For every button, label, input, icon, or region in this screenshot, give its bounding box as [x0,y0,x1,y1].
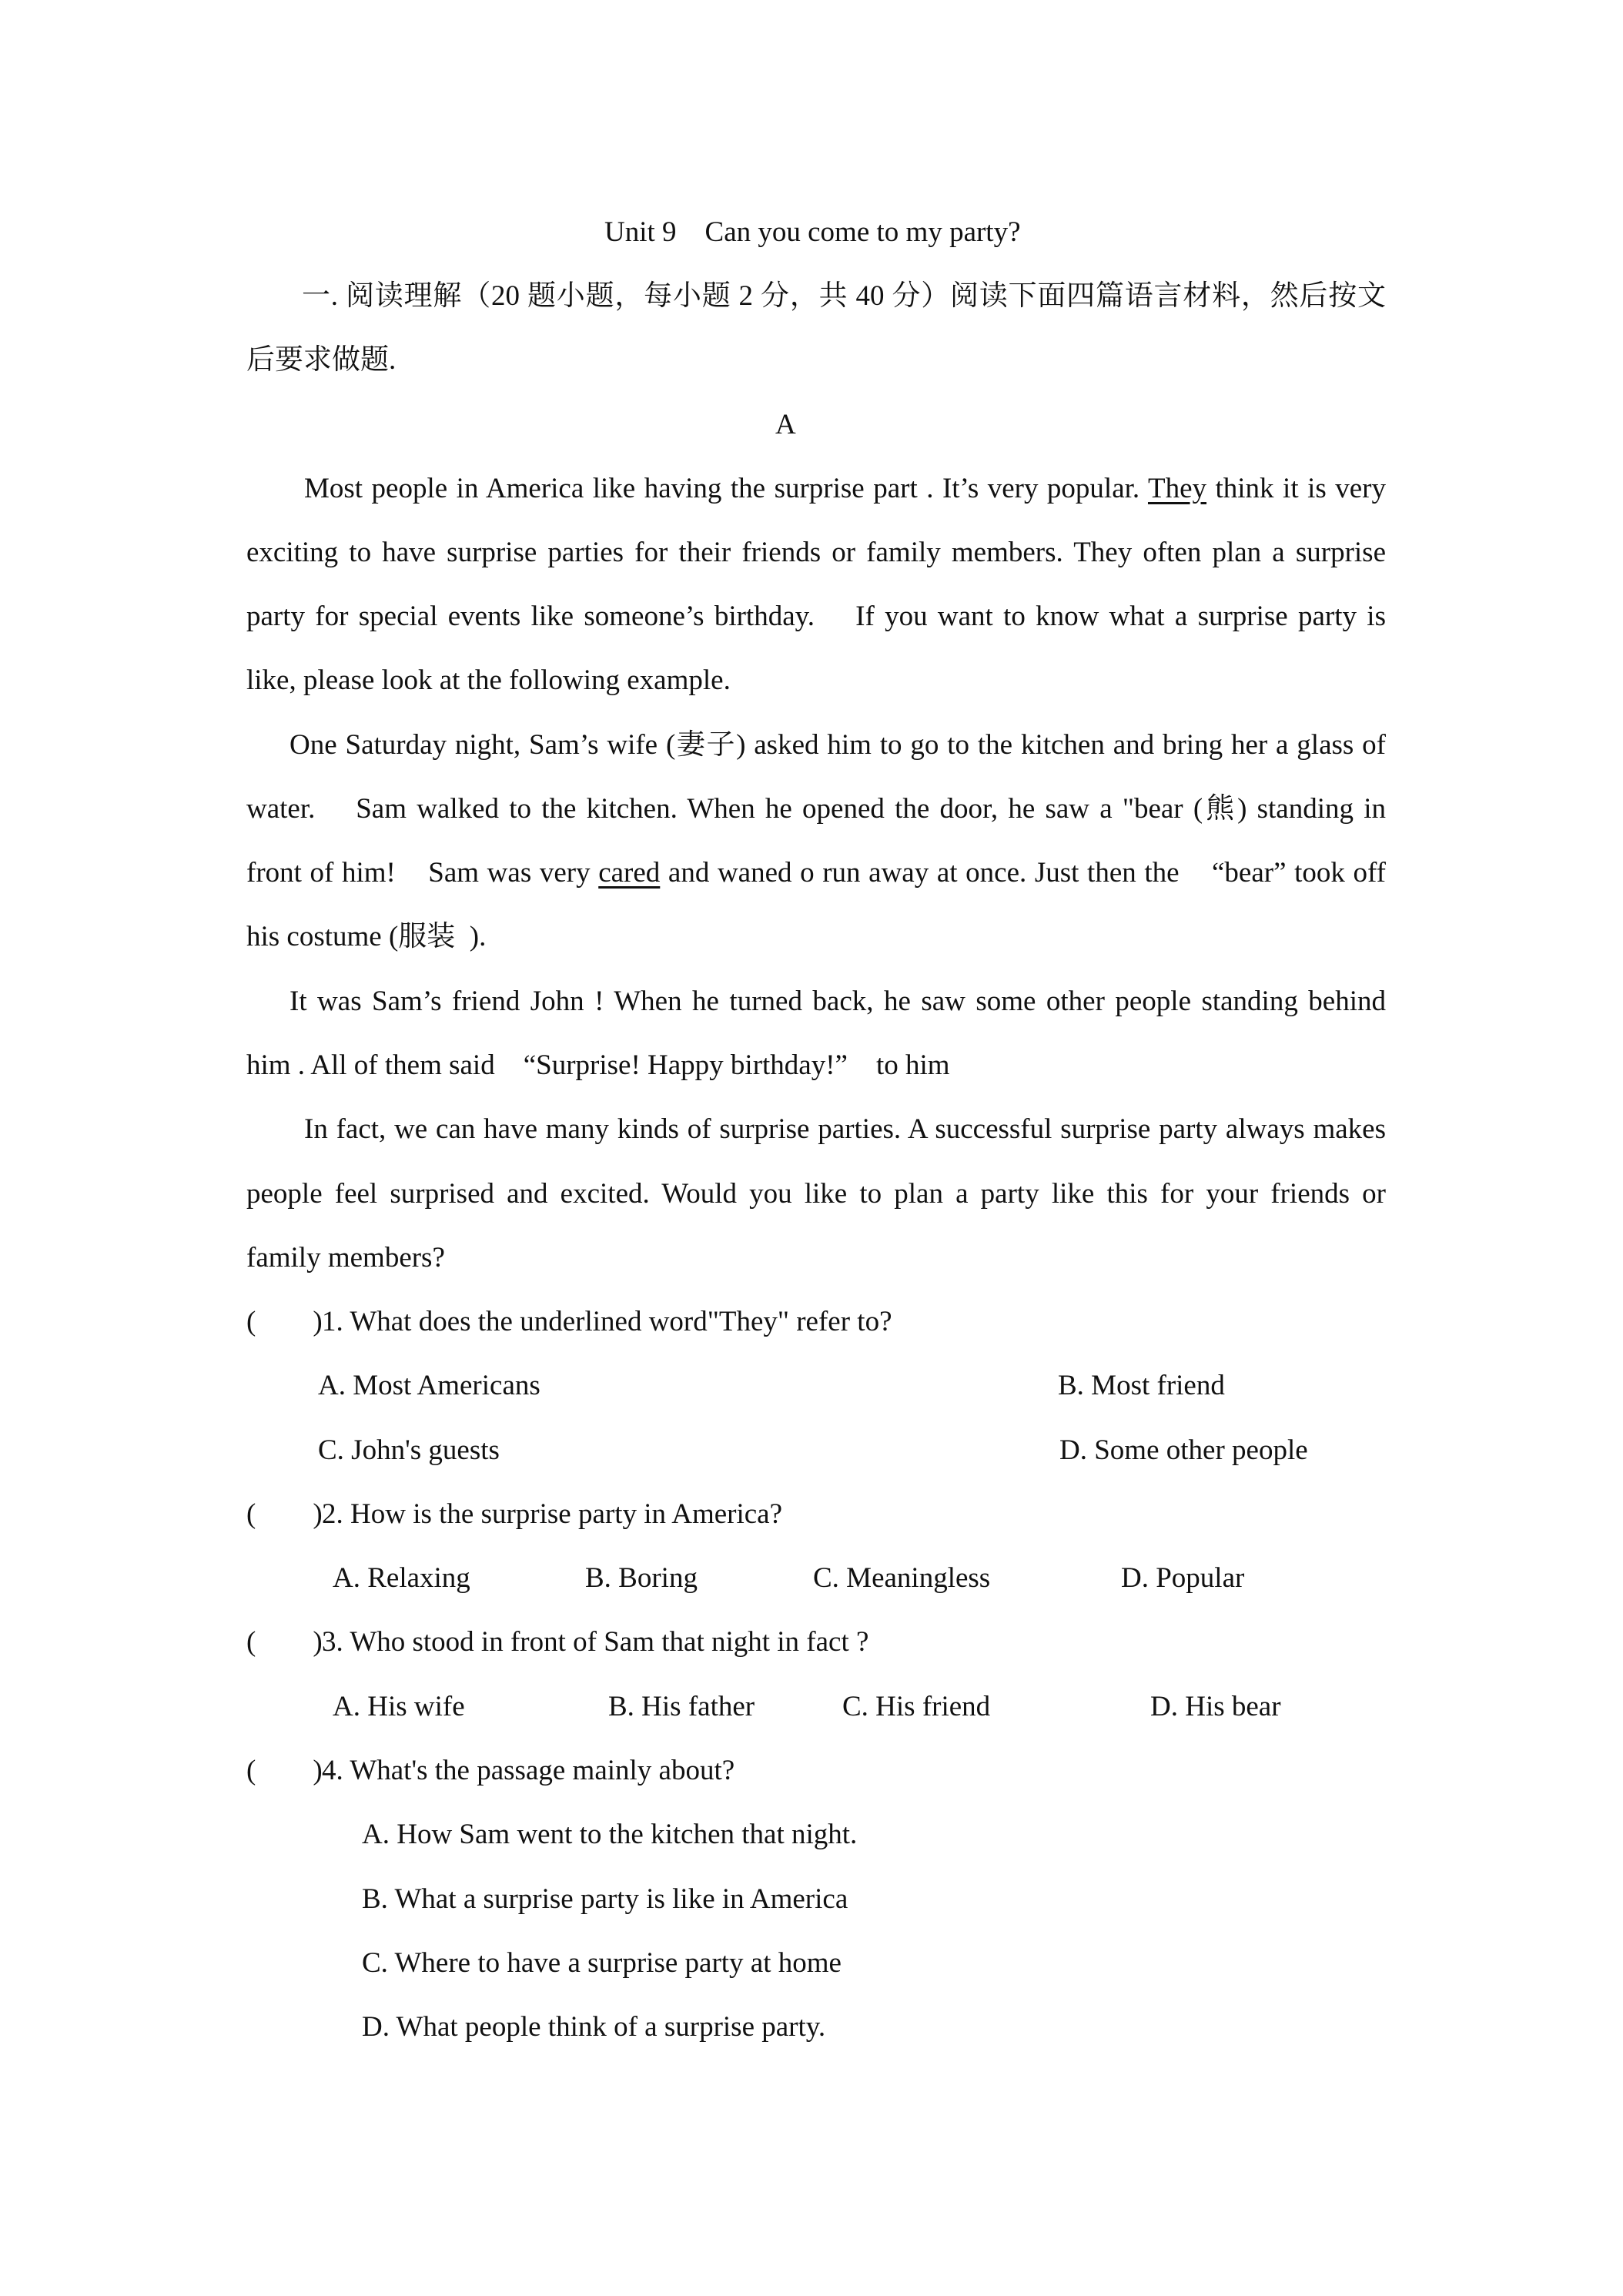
question-4-option-b: B. What a surprise party is like in America [362,1883,848,1915]
passage-p1-line-3: party for special events like someone’s birthday. If you want to know what a surprise party is [246,601,1386,632]
passage-p4-line-1: In fact, we can have many kinds of surprise parties. A successful surprise party always makes [304,1113,1386,1145]
answer-blank-3[interactable]: ( ) [246,1626,323,1658]
question-4-stem: 4. What's the passage mainly about? [322,1755,735,1786]
underlined-word-they: They [1147,473,1207,504]
passage-p2-line-2: water. Sam walked to the kitchen. When he opened the door, he saw a "bear (熊) standing in [246,793,1386,825]
passage-p1-line-4: like, please look at the following example. [246,664,731,696]
passage-p3-line-1: It was Sam’s friend John ! When he turned back, he saw some other people standing behind [289,986,1386,1017]
question-3-option-a: A. His wife [333,1691,465,1722]
question-1-option-a: A. Most Americans [318,1370,540,1401]
question-4-option-a: A. How Sam went to the kitchen that night. [362,1819,858,1850]
question-1-option-d: D. Some other people [1059,1434,1308,1466]
passage-p2-line-1: One Saturday night, Sam’s wife (妻子) asked him to go to the kitchen and bring her a glass of [289,729,1386,761]
answer-blank-4[interactable]: ( ) [246,1755,323,1786]
answer-blank-1[interactable]: ( ) [246,1306,323,1337]
question-2-option-a: A. Relaxing [333,1562,470,1594]
question-3-option-d: D. His bear [1150,1691,1281,1722]
question-4-option-c: C. Where to have a surprise party at home [362,1947,842,1979]
passage-p2-line-3: front of him! Sam was very cared and waned o run away at once. Just then the “bear” took off [246,857,1386,889]
passage-p1-line-1: Most people in America like having the surprise part . It’s very popular. They think it is very [304,473,1386,504]
passage-p2-line-4: his costume (服装 ). [246,921,487,952]
question-3-option-c: C. His friend [842,1691,991,1722]
passage-p4-line-3: family members? [246,1242,445,1274]
instructions-line-2: 后要求做题. [246,344,397,376]
passage-p1-line-2: exciting to have surprise parties for their friends or family members. They often plan a surprise [246,537,1386,568]
instructions-line-1: 一. 阅读理解（20 题小题，每小题 2 分，共 40 分）阅读下面四篇语言材料，然后按文 [302,280,1386,312]
question-2-option-d: D. Popular [1121,1562,1245,1594]
question-2-option-c: C. Meaningless [813,1562,991,1594]
question-3-option-b: B. His father [608,1691,755,1722]
question-1-stem: 1. What does the underlined word"They" refer to? [322,1306,892,1337]
passage-p4-line-2: people feel surprised and excited. Would you like to plan a party like this for your friends or [246,1178,1386,1210]
section-label: A [775,409,796,440]
question-1-option-b: B. Most friend [1058,1370,1225,1401]
page-title: Unit 9 Can you come to my party? [604,216,1021,248]
question-1-option-c: C. John's guests [318,1434,500,1466]
underlined-word-cared: cared [598,857,661,889]
passage-p3-line-2: him . All of them said “Surprise! Happy birthday!” to him [246,1049,950,1081]
question-4-option-d: D. What people think of a surprise party. [362,2011,826,2043]
question-3-stem: 3. Who stood in front of Sam that night in fact ? [322,1626,869,1658]
question-2-option-b: B. Boring [585,1562,698,1594]
question-2-stem: 2. How is the surprise party in America? [322,1498,783,1530]
answer-blank-2[interactable]: ( ) [246,1498,323,1530]
